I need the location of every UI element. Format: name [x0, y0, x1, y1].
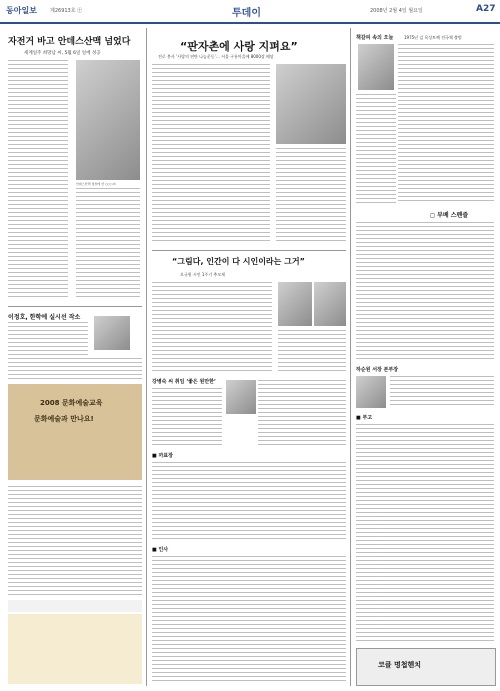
funeral-notice-title: ■ 부고 [356, 415, 373, 421]
official-photo [226, 380, 256, 414]
issue-date: 2008년 2월 4일 월요일 [370, 8, 423, 14]
ad-title: 2008 문화예술교육 [40, 399, 103, 407]
bottom-ad [8, 614, 142, 684]
column-title: 책갈피 속의 오늘 [356, 35, 394, 41]
poet-photo-1 [278, 282, 312, 326]
volunteers-photo [276, 64, 346, 144]
bottom-right-ad [356, 648, 496, 686]
quote-text [152, 388, 222, 448]
column-divider-2 [350, 28, 351, 686]
person-article-text-2 [8, 358, 142, 380]
center-article-text-2 [276, 148, 346, 244]
page-number: A27 [476, 4, 496, 14]
center-brief-text [258, 380, 346, 448]
section-title: 투데이 [232, 8, 261, 19]
ad-slogan: 문화예술과 만나요! [34, 415, 94, 423]
center-mid-headline: “그림다, 인간이 다 시인이라는 그거” [172, 257, 305, 266]
funeral-notice-text [356, 424, 494, 644]
cyclist-photo [76, 60, 140, 180]
obituary-title: ■ 인사 [152, 547, 169, 553]
column-text [398, 44, 494, 204]
profile-text [390, 376, 494, 408]
center-top-sub: 전로 봉사 ‘사랑의 연탄 나눔운동’… 서울 구룡마을에 8000장 배달 [158, 54, 274, 59]
center-mid-text-2 [278, 330, 346, 372]
left-article-text-2 [76, 188, 140, 300]
notice-text [152, 462, 346, 542]
obituary-text [152, 556, 346, 684]
center-article-text [152, 64, 270, 244]
column-divider [146, 28, 147, 686]
person-photo [94, 316, 130, 350]
bottom-right-ad-title: 코클 명첩헨치 [378, 661, 422, 669]
left-notice-text [8, 486, 142, 596]
profile-photo [356, 376, 386, 408]
column-text-2 [356, 94, 396, 204]
column-sub: 1975년 김 육상트랙 전국체 출범 [404, 35, 462, 40]
center-mid-sub: 오규원 시인 1주기 추모제 [180, 272, 225, 277]
contact-box [8, 600, 142, 612]
center-mid-text [152, 282, 272, 372]
person-headline: 이정호, 한학에 실시선 작소 [8, 314, 81, 321]
divider [8, 306, 142, 307]
divider-2 [152, 250, 346, 251]
mini-title: ◻ 부베 스펜즐 [430, 212, 469, 219]
center-top-headline: “판자촌에 사랑 지펴요” [180, 40, 298, 53]
left-subheadline: 세계일주 희망남 씨, 5월 6일 일에 성공 [24, 51, 101, 56]
poet-photo-2 [314, 282, 346, 326]
issue-number: 제26913호 ㊉ [50, 8, 83, 14]
notice-title: ■ 까표장 [152, 453, 173, 459]
left-article-text [8, 60, 68, 300]
mini-text [356, 222, 494, 362]
person-article-text [8, 322, 88, 356]
photo-caption: 안데스산맥 정상에 선 ○○○씨 [76, 182, 116, 186]
column-photo [358, 44, 394, 90]
quote-headline: 강병숙 씨 취임 ‘좋은 원만한’ [152, 379, 216, 385]
left-headline: 자전거 바고 안데스산맥 넘었다 [8, 37, 131, 47]
newspaper-logo: 동아일보 [6, 6, 37, 15]
profile-title: 하순원 서장 본부장 [356, 367, 399, 373]
